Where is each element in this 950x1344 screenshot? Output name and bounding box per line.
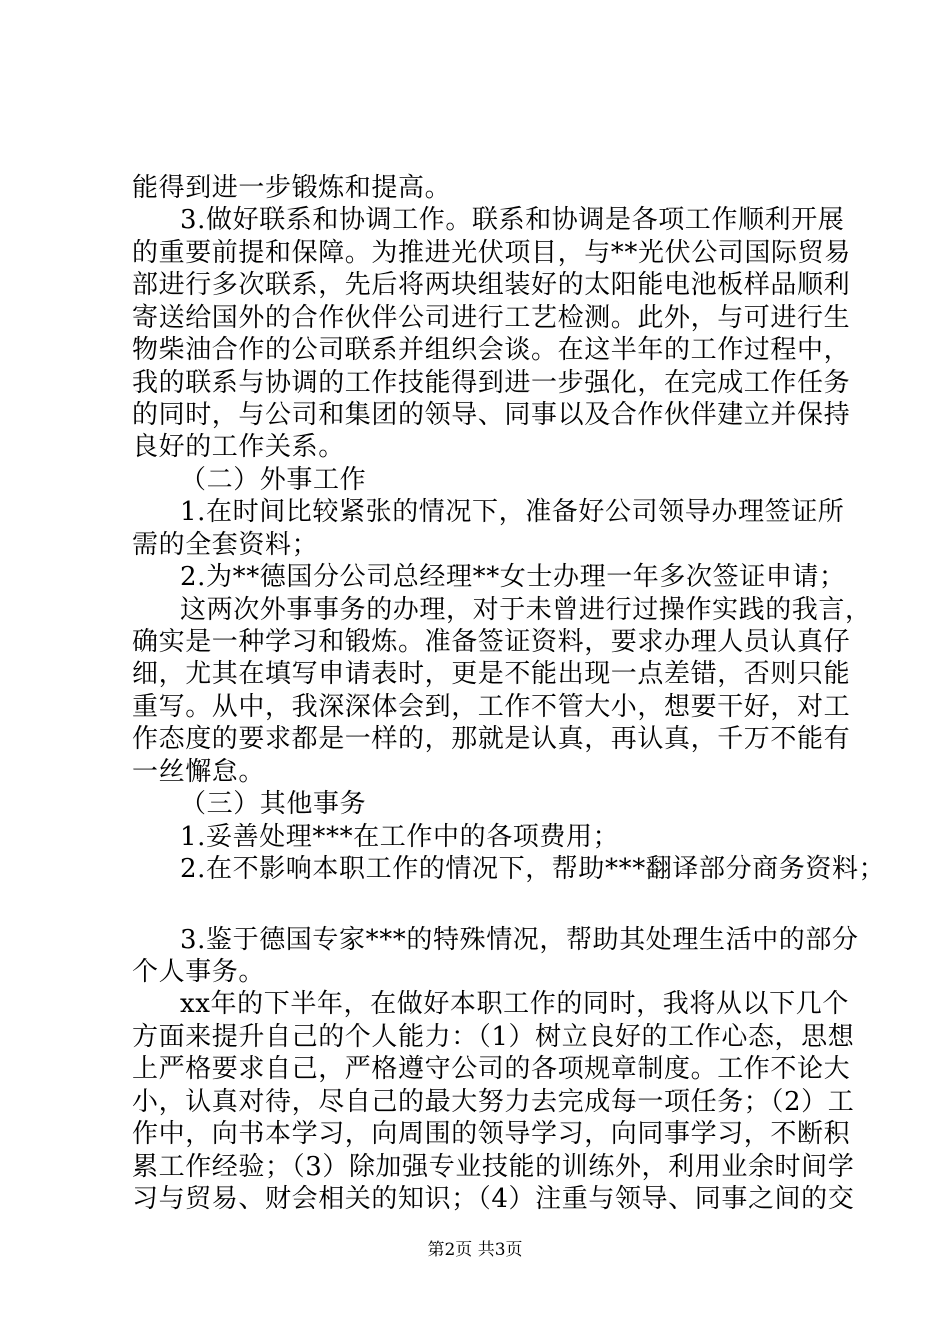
text-line: 方面来提升自己的个人能力：（1）树立良好的工作心态，思想 <box>132 1022 855 1052</box>
text-line: 细，尤其在填写申请表时，更是不能出现一点差错，否则只能 <box>132 659 851 689</box>
text-line: 需的全套资料； <box>132 530 319 560</box>
text-line: 部进行多次联系，先后将两块组装好的太阳能电池板样品顺利 <box>132 270 851 300</box>
text-line: 这两次外事事务的办理，对于未曾进行过操作实践的我言， <box>180 595 872 625</box>
section-heading: （二）外事工作 <box>180 465 367 495</box>
text-line: 习与贸易、财会相关的知识；（4）注重与领导、同事之间的交 <box>132 1184 855 1214</box>
text-line: 良好的工作关系。 <box>132 432 345 462</box>
text-line: 寄送给国外的合作伙伴公司进行工艺检测。此外，与可进行生 <box>132 303 851 333</box>
text-line: 2.为**德国分公司总经理**女士办理一年多次签证申请； <box>180 562 846 592</box>
section-heading: （三）其他事务 <box>180 789 367 819</box>
text-line: 一丝懈怠。 <box>132 757 266 787</box>
text-line: 小，认真对待，尽自己的最大努力去完成每一项任务；（2）工 <box>132 1087 855 1117</box>
text-line: 3.鉴于德国专家***的特殊情况，帮助其处理生活中的部分 <box>180 925 859 955</box>
text-line: 我的联系与协调的工作技能得到进一步强化，在完成工作任务 <box>132 368 851 398</box>
text-line: 2.在不影响本职工作的情况下，帮助***翻译部分商务资料； <box>180 854 886 884</box>
text-line: 的重要前提和保障。为推进光伏项目，与**光伏公司国际贸易 <box>132 238 851 268</box>
text-line: 物柴油合作的公司联系并组织会谈。在这半年的工作过程中， <box>132 335 851 365</box>
text-line: xx年的下半年，在做好本职工作的同时，我将从以下几个 <box>180 989 849 1019</box>
text-line: 确实是一种学习和锻炼。准备签证资料，要求办理人员认真仔 <box>132 627 851 657</box>
text-line: 作中，向书本学习，向周围的领导学习，向同事学习，不断积 <box>132 1119 851 1149</box>
text-line: 作态度的要求都是一样的，那就是认真，再认真，千万不能有 <box>132 724 851 754</box>
text-line: 重写。从中，我深深体会到，工作不管大小，想要干好，对工 <box>132 692 851 722</box>
text-line: 1.妥善处理***在工作中的各项费用； <box>180 822 620 852</box>
text-line: 能得到进一步锻炼和提高。 <box>132 173 452 203</box>
text-line: 的同时，与公司和集团的领导、同事以及合作伙伴建立并保持 <box>132 400 851 430</box>
text-line: 3.做好联系和协调工作。联系和协调是各项工作顺利开展 <box>180 205 845 235</box>
text-line: 个人事务。 <box>132 957 266 987</box>
page-number-footer: 第2页 共3页 <box>427 1240 523 1260</box>
text-line: 累工作经验；（3）除加强专业技能的训练外，利用业余时间学 <box>132 1152 855 1182</box>
text-line: 上严格要求自己，严格遵守公司的各项规章制度。工作不论大 <box>132 1054 851 1084</box>
text-line: 1.在时间比较紧张的情况下，准备好公司领导办理签证所 <box>180 497 845 527</box>
